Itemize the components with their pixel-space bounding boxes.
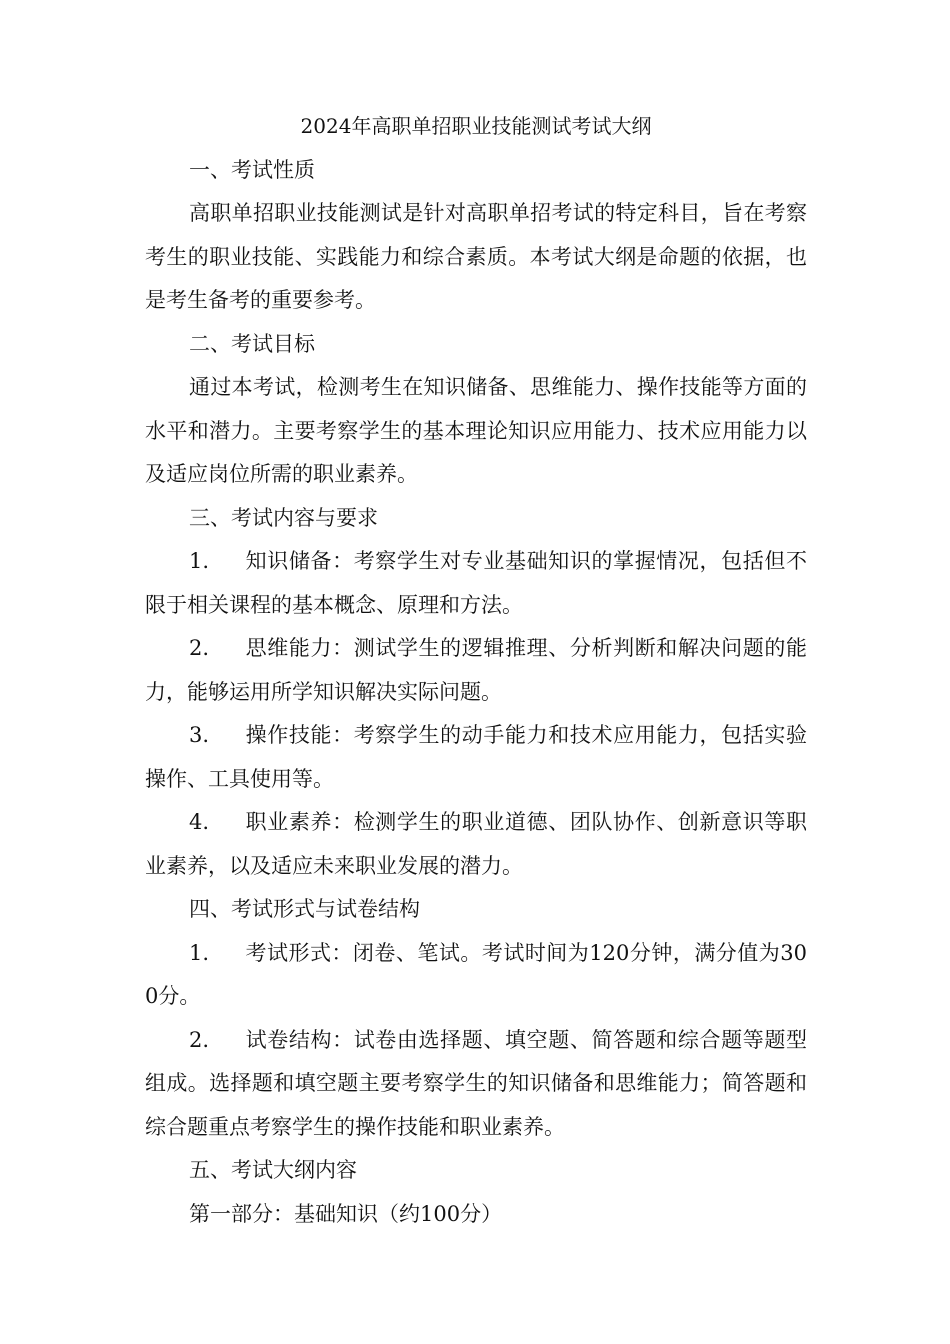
list-item — [145, 714, 807, 801]
list-item — [145, 627, 807, 714]
list-item — [145, 932, 807, 1019]
paragraph-nature: 高职单招职业技能测试是针对高职单招考试的特定科目，旨在考察考生的职业技能、实践能力和综合素质。本考试大纲是命题的依据，也是考生备考的重要参考。 — [145, 201, 807, 312]
list-item — [145, 801, 807, 888]
document-page — [145, 105, 807, 1236]
list-item-number: 2. — [189, 1027, 210, 1052]
list-item-text: 知识储备：考察学生对专业基础知识的掌握情况，包括但不限于相关课程的基本概念、原理和方法。 — [145, 549, 807, 617]
list-item-number: 1. — [189, 940, 210, 965]
paragraph-goal: 通过本考试，检测考生在知识储备、思维能力、操作技能等方面的水平和潜力。主要考察学生的基本理论知识应用能力、技术应用能力以及适应岗位所需的职业素养。 — [145, 375, 807, 486]
section-heading-goal: 二、考试目标 — [189, 331, 315, 356]
list-item-text: 职业素养：检测学生的职业道德、团队协作、创新意识等职业素养，以及适应未来职业发展的潜力。 — [145, 810, 807, 878]
list-item-text: 考试形式：闭卷、笔试。考试时间为120分钟，满分值为300分。 — [145, 940, 807, 1008]
list-item-text: 试卷结构：试卷由选择题、填空题、简答题和综合题等题型组成。选择题和填空题主要考察学生的知识储备和思维能力；简答题和综合题重点考察学生的操作技能和职业素养。 — [145, 1027, 807, 1139]
list-item-number: 1. — [189, 549, 210, 573]
list-item-number: 2. — [189, 636, 210, 660]
list-item-number: 3. — [189, 723, 210, 747]
section-heading-format: 四、考试形式与试卷结构 — [189, 897, 420, 921]
list-item-text: 思维能力：测试学生的逻辑推理、分析判断和解决问题的能力，能够运用所学知识解决实际问题。 — [145, 636, 807, 704]
subsection-heading-basics: 第一部分：基础知识（约100分） — [189, 1201, 503, 1226]
section-heading-nature: 一、考试性质 — [189, 157, 315, 182]
section-heading-content: 三、考试内容与要求 — [189, 505, 378, 530]
list-item-number: 4. — [189, 810, 210, 834]
document-title: 2024年高职单招职业技能测试考试大纲 — [300, 114, 652, 138]
list-item — [145, 540, 807, 627]
list-item-text: 操作技能：考察学生的动手能力和技术应用能力，包括实验操作、工具使用等。 — [145, 723, 807, 791]
section-heading-outline: 五、考试大纲内容 — [189, 1158, 357, 1182]
list-item — [145, 1019, 807, 1150]
